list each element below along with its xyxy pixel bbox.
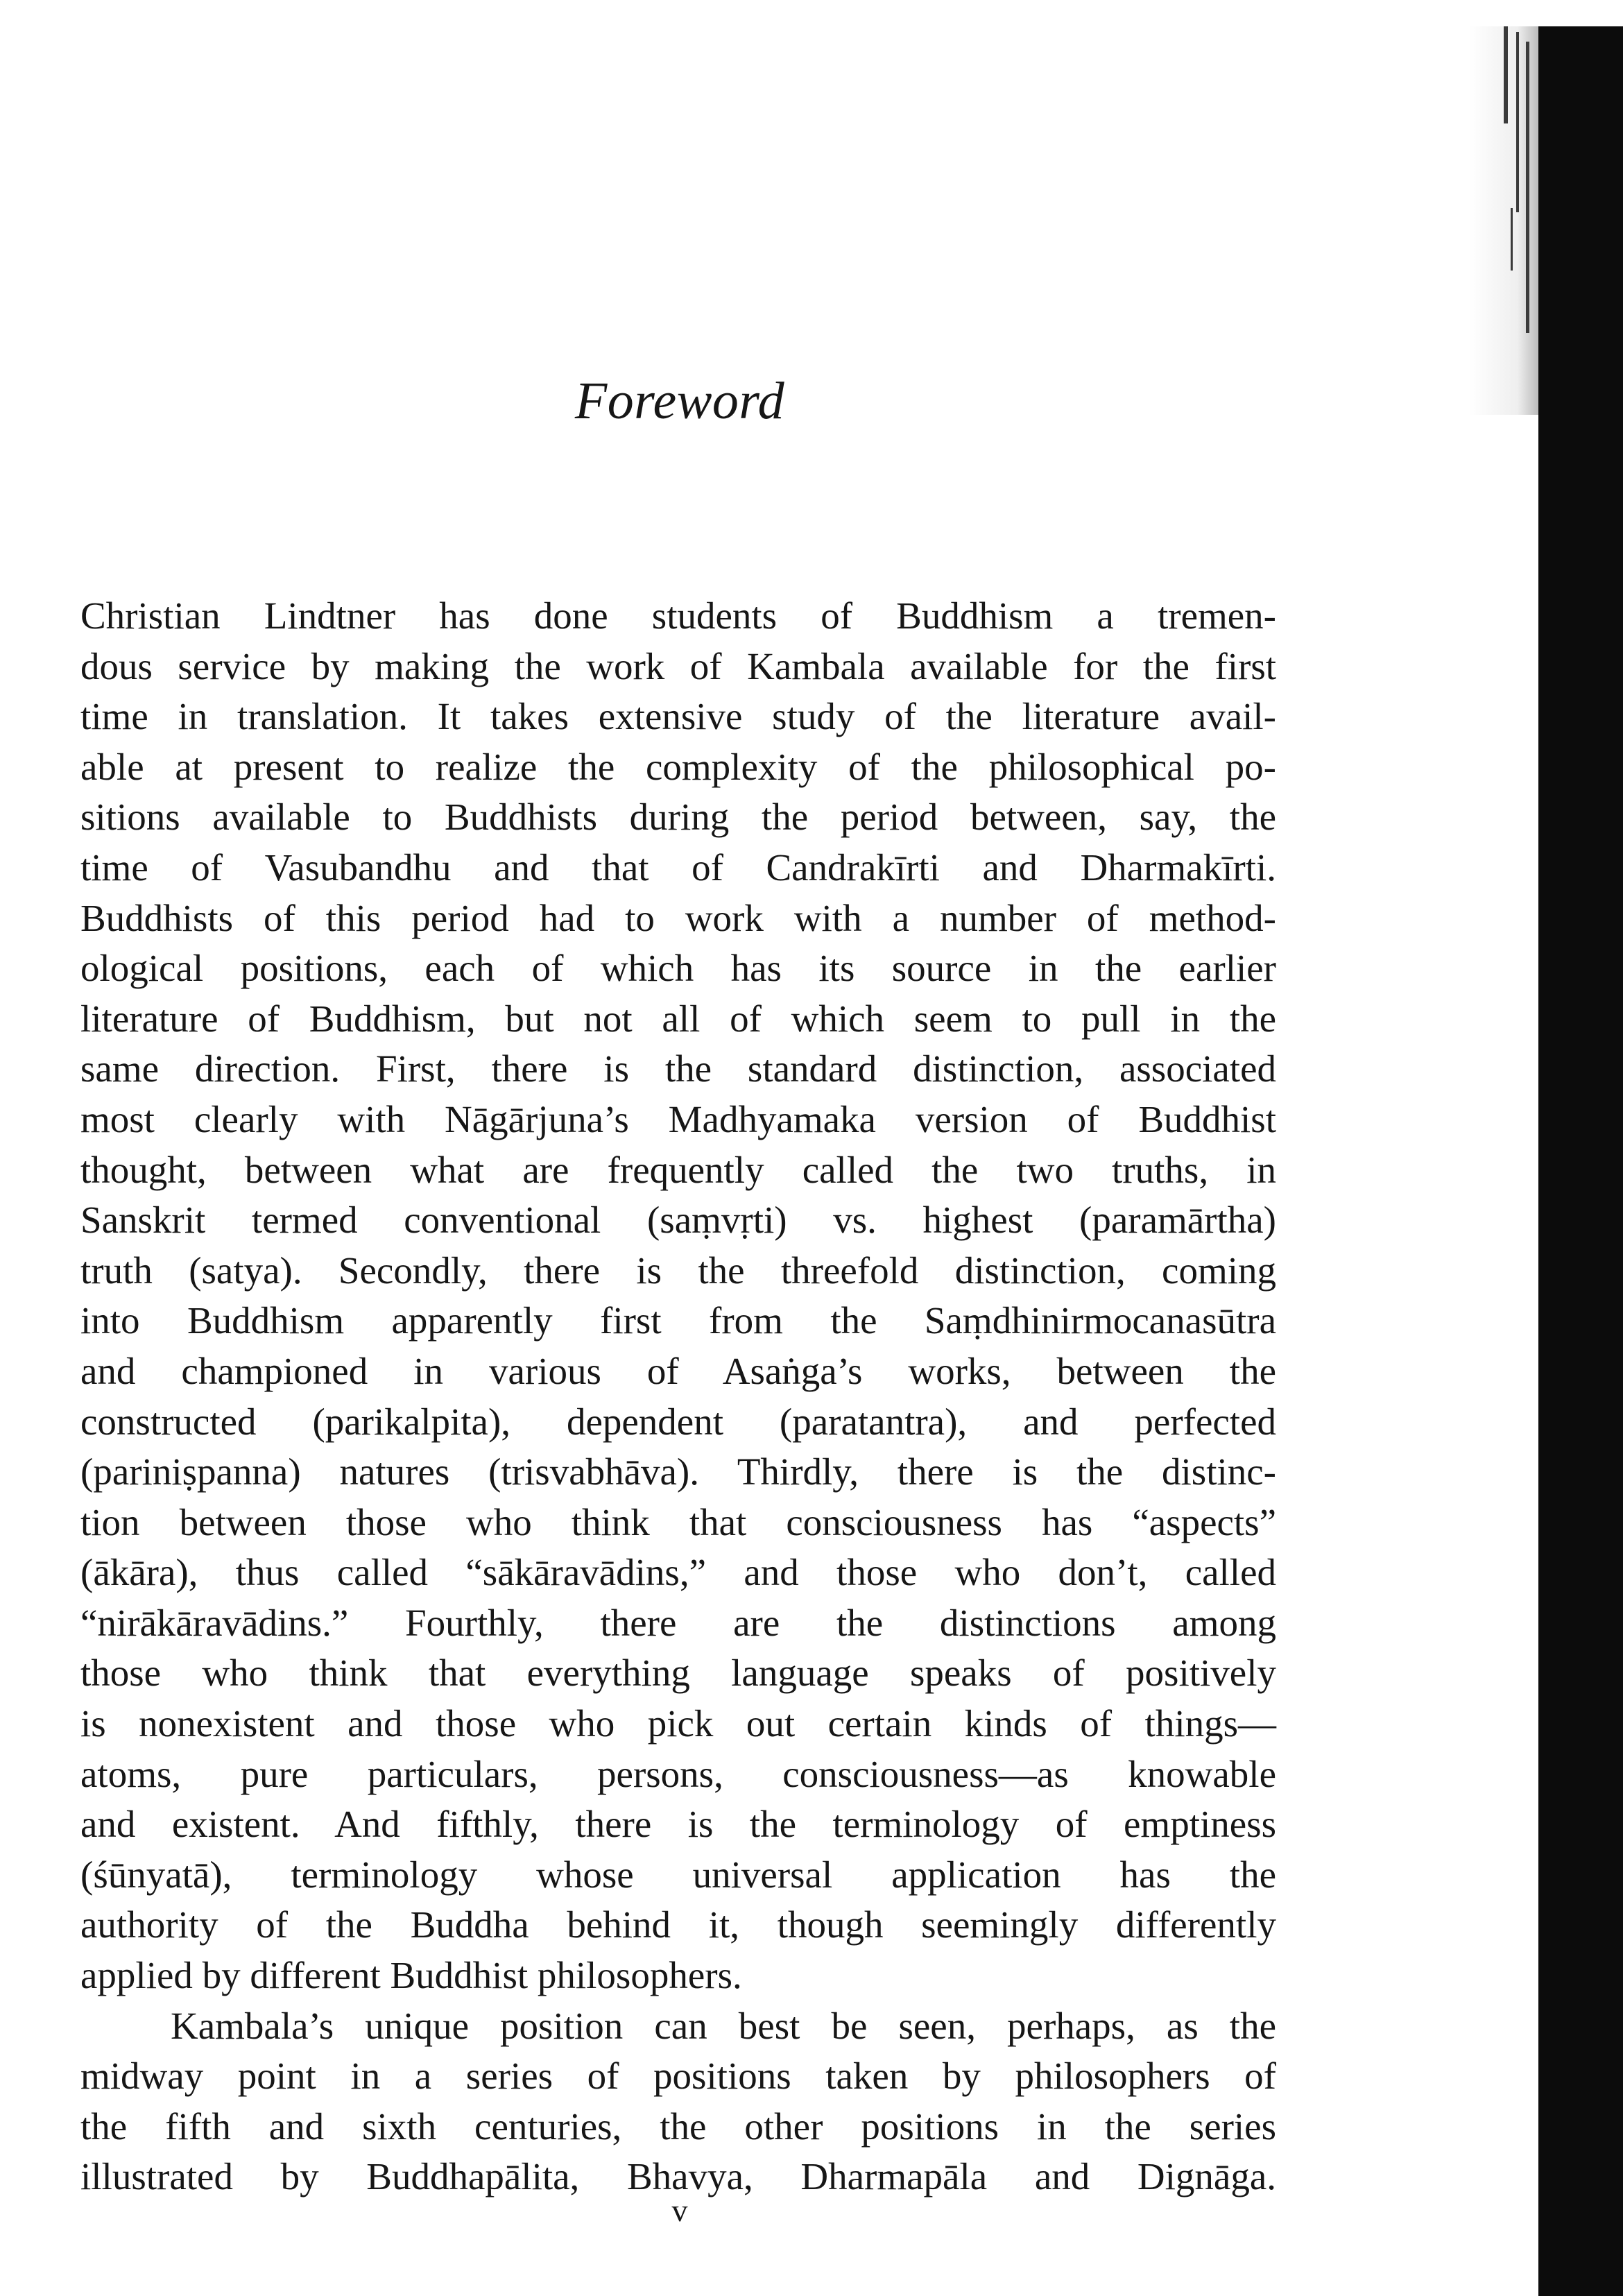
text-line: (ākāra), thus called “sākāravādins,” and those who don’t, called (80, 1551, 1276, 1594)
text-line: constructed (parikalpita), dependent (paratantra), and perfected (80, 1400, 1276, 1443)
text-line: those who think that everything language speaks of positively (80, 1652, 1276, 1695)
text-line: dous service by making the work of Kambala available for the first (80, 644, 1276, 687)
text-line: (pariniṣpanna) natures (trisvabhāva). Thirdly, there is the distinc- (80, 1450, 1276, 1493)
text-line: illustrated by Buddhapālita, Bhavya, Dharmapāla and Dignāga. (80, 2155, 1276, 2198)
text-line: and existent. And fifthly, there is the terminology of emptiness (80, 1803, 1276, 1846)
text-line: “nirākāravādins.” Fourthly, there are the distinctions among (80, 1601, 1276, 1644)
text-line: literature of Buddhism, but not all of which seem to pull in the (80, 997, 1276, 1040)
text-line: most clearly with Nāgārjuna’s Madhyamaka version of Buddhist (80, 1097, 1276, 1140)
edge-speck (1516, 32, 1519, 212)
page-title: Foreword (574, 372, 785, 430)
text-line: ological positions, each of which has its source in the earlier (80, 947, 1276, 990)
text-line: midway point in a series of positions taken by philosophers of (80, 2055, 1276, 2098)
text-line: time in translation. It takes extensive study of the literature avail- (80, 695, 1276, 738)
text-line: and championed in various of Asaṅga’s works, between the (80, 1349, 1276, 1392)
paragraph-1 (80, 591, 1276, 2001)
text-line: Sanskrit termed conventional (saṃvṛti) vs. highest (paramārtha) (80, 1199, 1276, 1242)
text-line: authority of the Buddha behind it, though seemingly differently (80, 1903, 1276, 1946)
foreword-body (80, 591, 1276, 2202)
text-line: tion between those who think that consciousness has “aspects” (80, 1500, 1276, 1543)
text-line: is nonexistent and those who pick out certain kinds of things— (80, 1702, 1276, 1745)
text-line: truth (satya). Secondly, there is the threefold distinction, coming (80, 1249, 1276, 1292)
page-number: v (671, 2193, 688, 2228)
text-line: into Buddhism apparently first from the Saṃdhinirmocanasūtra (80, 1299, 1276, 1342)
page-edge-band (1538, 26, 1623, 2296)
text-line: same direction. First, there is the standard distinction, associated (80, 1047, 1276, 1090)
text-line: Christian Lindtner has done students of Buddhism a tremen- (80, 594, 1276, 637)
text-line: the fifth and sixth centuries, the other positions in the series (80, 2105, 1276, 2148)
text-line: Kambala’s unique position can best be seen, perhaps, as the (171, 2004, 1276, 2047)
text-line: atoms, pure particulars, persons, consciousness—as knowable (80, 1752, 1276, 1795)
text-line: applied by different Buddhist philosophers. (80, 1954, 742, 1997)
text-line: thought, between what are frequently called the two truths, in (80, 1148, 1276, 1191)
edge-speck (1504, 26, 1508, 123)
text-line: sitions available to Buddhists during the period between, say, the (80, 796, 1276, 839)
edge-speck (1511, 208, 1513, 271)
paragraph-2 (80, 2001, 1276, 2202)
text-line: Buddhists of this period had to work with a number of method- (80, 896, 1276, 939)
text-line: able at present to realize the complexity of the philosophical po- (80, 745, 1276, 788)
edge-speck (1526, 42, 1529, 333)
text-line: time of Vasubandhu and that of Candrakīrti and Dharmakīrti. (80, 846, 1276, 889)
text-line: (śūnyatā), terminology whose universal application has the (80, 1853, 1276, 1896)
